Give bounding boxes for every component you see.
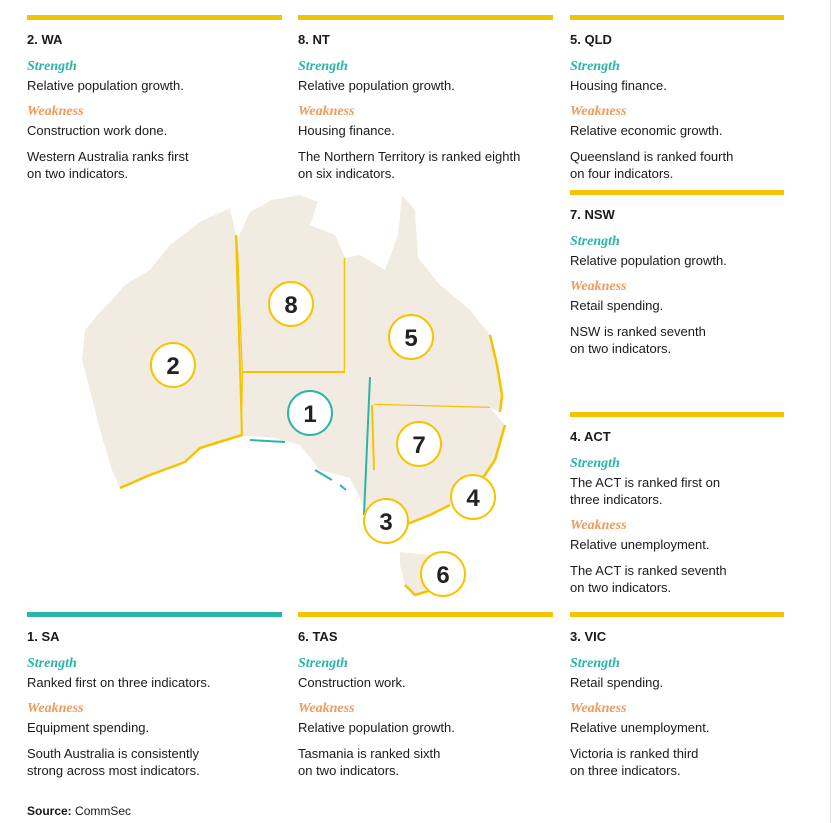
marker-label: 3 bbox=[379, 509, 393, 536]
ranking-note: Queensland is ranked fourth on four indicators. bbox=[570, 149, 734, 181]
panel-act bbox=[570, 412, 784, 596]
marker-label: 8 bbox=[284, 292, 298, 319]
panel-bar bbox=[570, 412, 784, 417]
strength-text: Relative population growth. bbox=[27, 78, 184, 93]
marker-label: 5 bbox=[404, 325, 418, 352]
marker-label: 7 bbox=[412, 432, 426, 459]
strength-text: Construction work. bbox=[298, 675, 406, 690]
weakness-label: Weakness bbox=[27, 104, 84, 119]
strength-text: The ACT is ranked first on three indicators. bbox=[570, 475, 721, 507]
panel-bar bbox=[27, 15, 282, 20]
marker-label: 4 bbox=[466, 485, 480, 512]
weakness-text: Relative population growth. bbox=[298, 720, 455, 735]
panel-title: 1. SA bbox=[27, 629, 60, 644]
state-shapes bbox=[82, 195, 505, 595]
weakness-label: Weakness bbox=[27, 701, 84, 716]
strength-label: Strength bbox=[570, 234, 620, 249]
panel-title: 2. WA bbox=[27, 32, 63, 47]
weakness-text: Relative unemployment. bbox=[570, 537, 710, 552]
strength-text: Housing finance. bbox=[570, 78, 667, 93]
panel-bar bbox=[570, 15, 784, 20]
panel-title: 6. TAS bbox=[298, 629, 338, 644]
panel-sa bbox=[27, 612, 282, 779]
strength-label: Strength bbox=[298, 656, 348, 671]
strength-text: Ranked first on three indicators. bbox=[27, 675, 211, 690]
right-border bbox=[830, 0, 831, 823]
ranking-note: Victoria is ranked third on three indicators. bbox=[570, 746, 699, 778]
strength-label: Strength bbox=[570, 59, 620, 74]
panel-bar bbox=[298, 612, 553, 617]
panel-title: 4. ACT bbox=[570, 429, 611, 444]
strength-label: Strength bbox=[27, 59, 77, 74]
ranking-note: The Northern Territory is ranked eighth on six indicators. bbox=[298, 149, 521, 181]
panel-title: 7. NSW bbox=[570, 207, 615, 222]
weakness-label: Weakness bbox=[570, 279, 627, 294]
marker-label: 1 bbox=[303, 401, 317, 428]
source-note: Source: CommSec bbox=[27, 804, 132, 818]
weakness-text: Relative unemployment. bbox=[570, 720, 710, 735]
weakness-text: Construction work done. bbox=[27, 123, 168, 138]
panel-bar bbox=[27, 612, 282, 617]
ranking-note: NSW is ranked seventh on two indicators. bbox=[570, 324, 706, 356]
weakness-text: Relative economic growth. bbox=[570, 123, 723, 138]
weakness-label: Weakness bbox=[570, 518, 627, 533]
weakness-text: Retail spending. bbox=[570, 298, 664, 313]
weakness-label: Weakness bbox=[570, 701, 627, 716]
panel-nsw bbox=[570, 190, 784, 357]
panel-wa bbox=[27, 15, 282, 182]
strength-text: Relative population growth. bbox=[570, 253, 727, 268]
weakness-label: Weakness bbox=[570, 104, 627, 119]
panel-qld bbox=[570, 15, 784, 182]
panel-title: 5. QLD bbox=[570, 32, 612, 47]
marker-label: 2 bbox=[166, 353, 180, 380]
marker-tas bbox=[421, 552, 465, 596]
panel-bar bbox=[570, 612, 784, 617]
marker-act bbox=[451, 475, 495, 519]
panel-title: 3. VIC bbox=[570, 629, 607, 644]
weakness-label: Weakness bbox=[298, 104, 355, 119]
marker-nt bbox=[269, 282, 313, 326]
marker-wa bbox=[151, 343, 195, 387]
australia-map bbox=[60, 190, 520, 600]
weakness-label: Weakness bbox=[298, 701, 355, 716]
ranking-note: Tasmania is ranked sixth on two indicators. bbox=[298, 746, 441, 778]
marker-sa bbox=[288, 391, 332, 435]
weakness-text: Equipment spending. bbox=[27, 720, 150, 735]
panel-title: 8. NT bbox=[298, 32, 330, 47]
weakness-text: Housing finance. bbox=[298, 123, 395, 138]
marker-qld bbox=[389, 315, 433, 359]
panel-nt bbox=[298, 15, 553, 182]
marker-label: 6 bbox=[436, 562, 450, 589]
marker-nsw bbox=[397, 422, 441, 466]
panel-bar bbox=[298, 15, 553, 20]
ranking-note: South Australia is consistently strong across most indicators. bbox=[27, 746, 200, 778]
panel-tas bbox=[298, 612, 553, 779]
ranking-note: Western Australia ranks first on two indicators. bbox=[27, 149, 189, 181]
marker-vic bbox=[364, 499, 408, 543]
strength-label: Strength bbox=[27, 656, 77, 671]
panel-vic bbox=[570, 612, 784, 779]
strength-text: Relative population growth. bbox=[298, 78, 455, 93]
strength-label: Strength bbox=[570, 456, 620, 471]
panel-bar bbox=[570, 190, 784, 195]
strength-text: Retail spending. bbox=[570, 675, 664, 690]
ranking-note: The ACT is ranked seventh on two indicators. bbox=[570, 563, 727, 595]
strength-label: Strength bbox=[298, 59, 348, 74]
strength-label: Strength bbox=[570, 656, 620, 671]
